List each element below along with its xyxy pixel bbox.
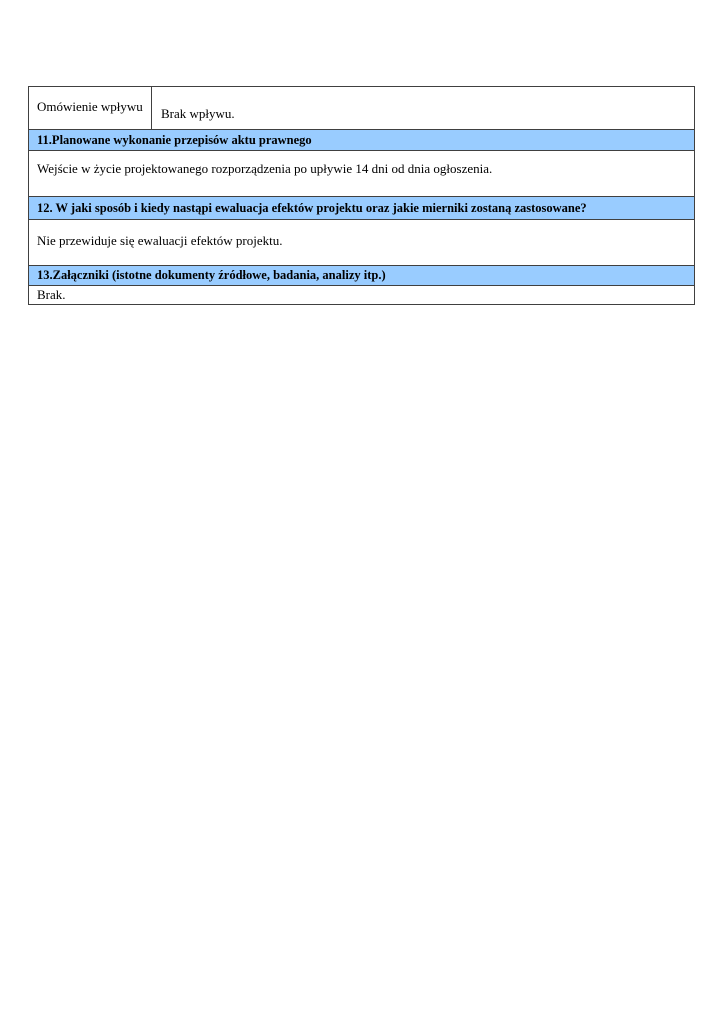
section-12-body-text: Nie przewiduje się ewaluacji efektów projektu. (37, 233, 283, 248)
section-11-title: 11.Planowane wykonanie przepisów aktu prawnego (37, 132, 312, 147)
section-13-title: 13.Załączniki (istotne dokumenty źródłowe, badania, analizy itp.) (37, 268, 386, 282)
section-12-title: 12. W jaki sposób i kiedy nastąpi ewaluacja efektów projektu oraz jakie mierniki zostaną zastosowane? (37, 200, 587, 215)
section-13-body-text: Brak. (37, 287, 66, 302)
section-11-body-row (29, 151, 694, 197)
impact-assessment-table (28, 86, 695, 305)
section-11-header-row (29, 130, 694, 151)
section-11-body-text: Wejście w życie projektowanego rozporządzenia po upływie 14 dni od dnia ogłoszenia. (37, 161, 493, 176)
impact-discussion-value-cell: Brak wpływu. (161, 106, 235, 121)
impact-discussion-row (29, 87, 694, 130)
section-12-header-row (29, 197, 694, 220)
section-12-body-row (29, 220, 694, 266)
section-13-header-row (29, 266, 694, 286)
impact-discussion-label-cell: Omówienie wpływu (29, 87, 152, 129)
section-13-body-row (29, 286, 694, 304)
